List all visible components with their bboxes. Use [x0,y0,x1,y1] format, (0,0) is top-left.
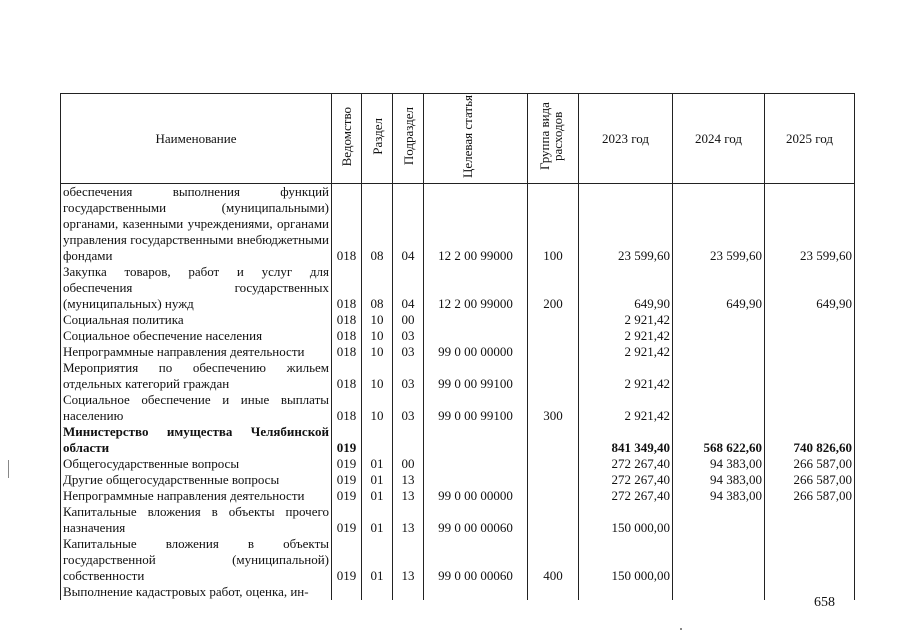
table-row [61,392,855,424]
row-expense-group [528,472,579,488]
row-target-article [424,472,528,488]
row-name: Социальное обеспечение и иные выплаты населению [61,392,332,424]
row-amount-2024 [673,312,765,328]
row-amount-2025 [765,584,855,600]
header-2023: 2023 год [579,94,673,184]
row-amount-2023 [579,584,673,600]
row-expense-group [528,504,579,536]
table-header-row [61,94,855,184]
scan-speck [680,628,682,630]
row-expense-group [528,584,579,600]
row-amount-2023: 2 921,42 [579,392,673,424]
table-row [61,456,855,472]
scan-speck [8,460,9,478]
row-amount-2024: 94 383,00 [673,456,765,472]
row-expense-group: 400 [528,536,579,584]
row-podrazdel: 00 [393,312,424,328]
row-amount-2023: 150 000,00 [579,536,673,584]
row-vedomstvo: 018 [332,392,362,424]
row-razdel: 10 [362,312,393,328]
row-expense-group [528,312,579,328]
row-expense-group [528,424,579,456]
table-row [61,360,855,392]
row-amount-2025 [765,360,855,392]
row-vedomstvo: 018 [332,312,362,328]
table-row [61,312,855,328]
row-podrazdel: 13 [393,472,424,488]
row-vedomstvo [332,584,362,600]
page-number: 658 [814,595,835,610]
row-podrazdel: 04 [393,264,424,312]
row-amount-2025: 23 599,60 [765,184,855,265]
row-amount-2023: 841 349,40 [579,424,673,456]
row-expense-group: 100 [528,184,579,265]
row-name: Непрограммные направления деятельности [61,344,332,360]
row-amount-2025 [765,344,855,360]
row-vedomstvo: 018 [332,264,362,312]
header-name: Наименование [61,94,332,184]
row-amount-2023: 150 000,00 [579,504,673,536]
row-amount-2023: 272 267,40 [579,488,673,504]
row-name: Непрограммные направления деятельности [61,488,332,504]
row-vedomstvo: 018 [332,184,362,265]
row-name: Министерство имущества Челябинской области [61,424,332,456]
row-amount-2024: 649,90 [673,264,765,312]
row-vedomstvo: 019 [332,424,362,456]
table-row [61,328,855,344]
row-amount-2024 [673,360,765,392]
row-amount-2025: 266 587,00 [765,456,855,472]
header-expense-group: Группа вида расходов [528,94,579,184]
row-razdel [362,584,393,600]
table-row [61,264,855,312]
row-amount-2024 [673,344,765,360]
row-amount-2025: 266 587,00 [765,488,855,504]
row-podrazdel: 00 [393,456,424,472]
row-amount-2023: 272 267,40 [579,456,673,472]
row-expense-group: 200 [528,264,579,312]
header-podrazdel: Подраздел [393,94,424,184]
row-amount-2024 [673,584,765,600]
row-amount-2024 [673,392,765,424]
row-amount-2023: 2 921,42 [579,360,673,392]
header-2025: 2025 год [765,94,855,184]
row-target-article [424,456,528,472]
row-target-article: 99 0 00 00060 [424,536,528,584]
row-target-article [424,584,528,600]
row-expense-group [528,328,579,344]
row-vedomstvo: 019 [332,472,362,488]
row-target-article: 99 0 00 00000 [424,344,528,360]
row-name: обеспечения выполнения функций государственными (муниципальными) органами, казенными учреждениями, органами управления государственными внебюджетными фондами [61,184,332,265]
row-target-article: 12 2 00 99000 [424,184,528,265]
row-razdel: 01 [362,536,393,584]
header-vedomstvo: Ведомство [332,94,362,184]
row-podrazdel [393,584,424,600]
row-podrazdel: 13 [393,488,424,504]
row-amount-2025: 649,90 [765,264,855,312]
table-row [61,424,855,456]
row-podrazdel: 03 [393,360,424,392]
row-target-article [424,424,528,456]
row-vedomstvo: 018 [332,328,362,344]
row-expense-group [528,456,579,472]
row-amount-2023: 2 921,42 [579,328,673,344]
row-razdel: 01 [362,504,393,536]
row-vedomstvo: 018 [332,360,362,392]
row-amount-2025 [765,504,855,536]
row-razdel: 10 [362,328,393,344]
row-amount-2025 [765,536,855,584]
row-target-article: 12 2 00 99000 [424,264,528,312]
row-target-article [424,328,528,344]
row-razdel: 01 [362,472,393,488]
table-row [61,472,855,488]
row-name: Общегосударственные вопросы [61,456,332,472]
row-expense-group: 300 [528,392,579,424]
row-amount-2025: 740 826,60 [765,424,855,456]
row-amount-2023: 23 599,60 [579,184,673,265]
row-name: Социальное обеспечение населения [61,328,332,344]
row-amount-2025: 266 587,00 [765,472,855,488]
row-amount-2024 [673,504,765,536]
row-amount-2024: 94 383,00 [673,472,765,488]
row-razdel: 10 [362,344,393,360]
table-row [61,536,855,584]
budget-table [60,93,855,600]
row-name: Другие общегосударственные вопросы [61,472,332,488]
row-expense-group [528,360,579,392]
row-target-article: 99 0 00 00000 [424,488,528,504]
row-podrazdel: 03 [393,392,424,424]
row-podrazdel [393,424,424,456]
row-podrazdel: 13 [393,536,424,584]
row-razdel: 10 [362,392,393,424]
row-vedomstvo: 019 [332,504,362,536]
table-row [61,184,855,265]
row-vedomstvo: 019 [332,488,362,504]
row-name: Закупка товаров, работ и услуг для обеспечения государственных (муниципальных) нужд [61,264,332,312]
row-amount-2023: 272 267,40 [579,472,673,488]
row-name: Капитальные вложения в объекты прочего назначения [61,504,332,536]
table-row [61,584,855,600]
row-podrazdel: 03 [393,344,424,360]
row-amount-2025 [765,328,855,344]
row-amount-2024: 568 622,60 [673,424,765,456]
row-amount-2024: 94 383,00 [673,488,765,504]
row-amount-2023: 2 921,42 [579,312,673,328]
row-podrazdel: 04 [393,184,424,265]
header-2024: 2024 год [673,94,765,184]
row-razdel: 08 [362,184,393,265]
row-name: Мероприятия по обеспечению жильем отдельных категорий граждан [61,360,332,392]
row-amount-2025 [765,312,855,328]
row-amount-2024: 23 599,60 [673,184,765,265]
row-name: Капитальные вложения в объекты государственной (муниципальной) собственности [61,536,332,584]
row-target-article: 99 0 00 99100 [424,392,528,424]
header-razdel: Раздел [362,94,393,184]
row-target-article: 99 0 00 99100 [424,360,528,392]
table-row [61,344,855,360]
row-expense-group [528,488,579,504]
row-amount-2025 [765,392,855,424]
row-name: Выполнение кадастровых работ, оценка, ин- [61,584,332,600]
header-target-article: Целевая статья [424,94,528,184]
row-amount-2024 [673,328,765,344]
table-body [61,184,855,601]
row-amount-2023: 2 921,42 [579,344,673,360]
row-razdel: 10 [362,360,393,392]
row-razdel [362,424,393,456]
row-vedomstvo: 019 [332,536,362,584]
row-target-article [424,312,528,328]
row-expense-group [528,344,579,360]
row-vedomstvo: 019 [332,456,362,472]
row-vedomstvo: 018 [332,344,362,360]
table-row [61,504,855,536]
row-name: Социальная политика [61,312,332,328]
row-razdel: 01 [362,488,393,504]
row-razdel: 08 [362,264,393,312]
row-podrazdel: 03 [393,328,424,344]
row-amount-2023: 649,90 [579,264,673,312]
row-razdel: 01 [362,456,393,472]
row-target-article: 99 0 00 00060 [424,504,528,536]
table-row [61,488,855,504]
row-amount-2024 [673,536,765,584]
row-podrazdel: 13 [393,504,424,536]
